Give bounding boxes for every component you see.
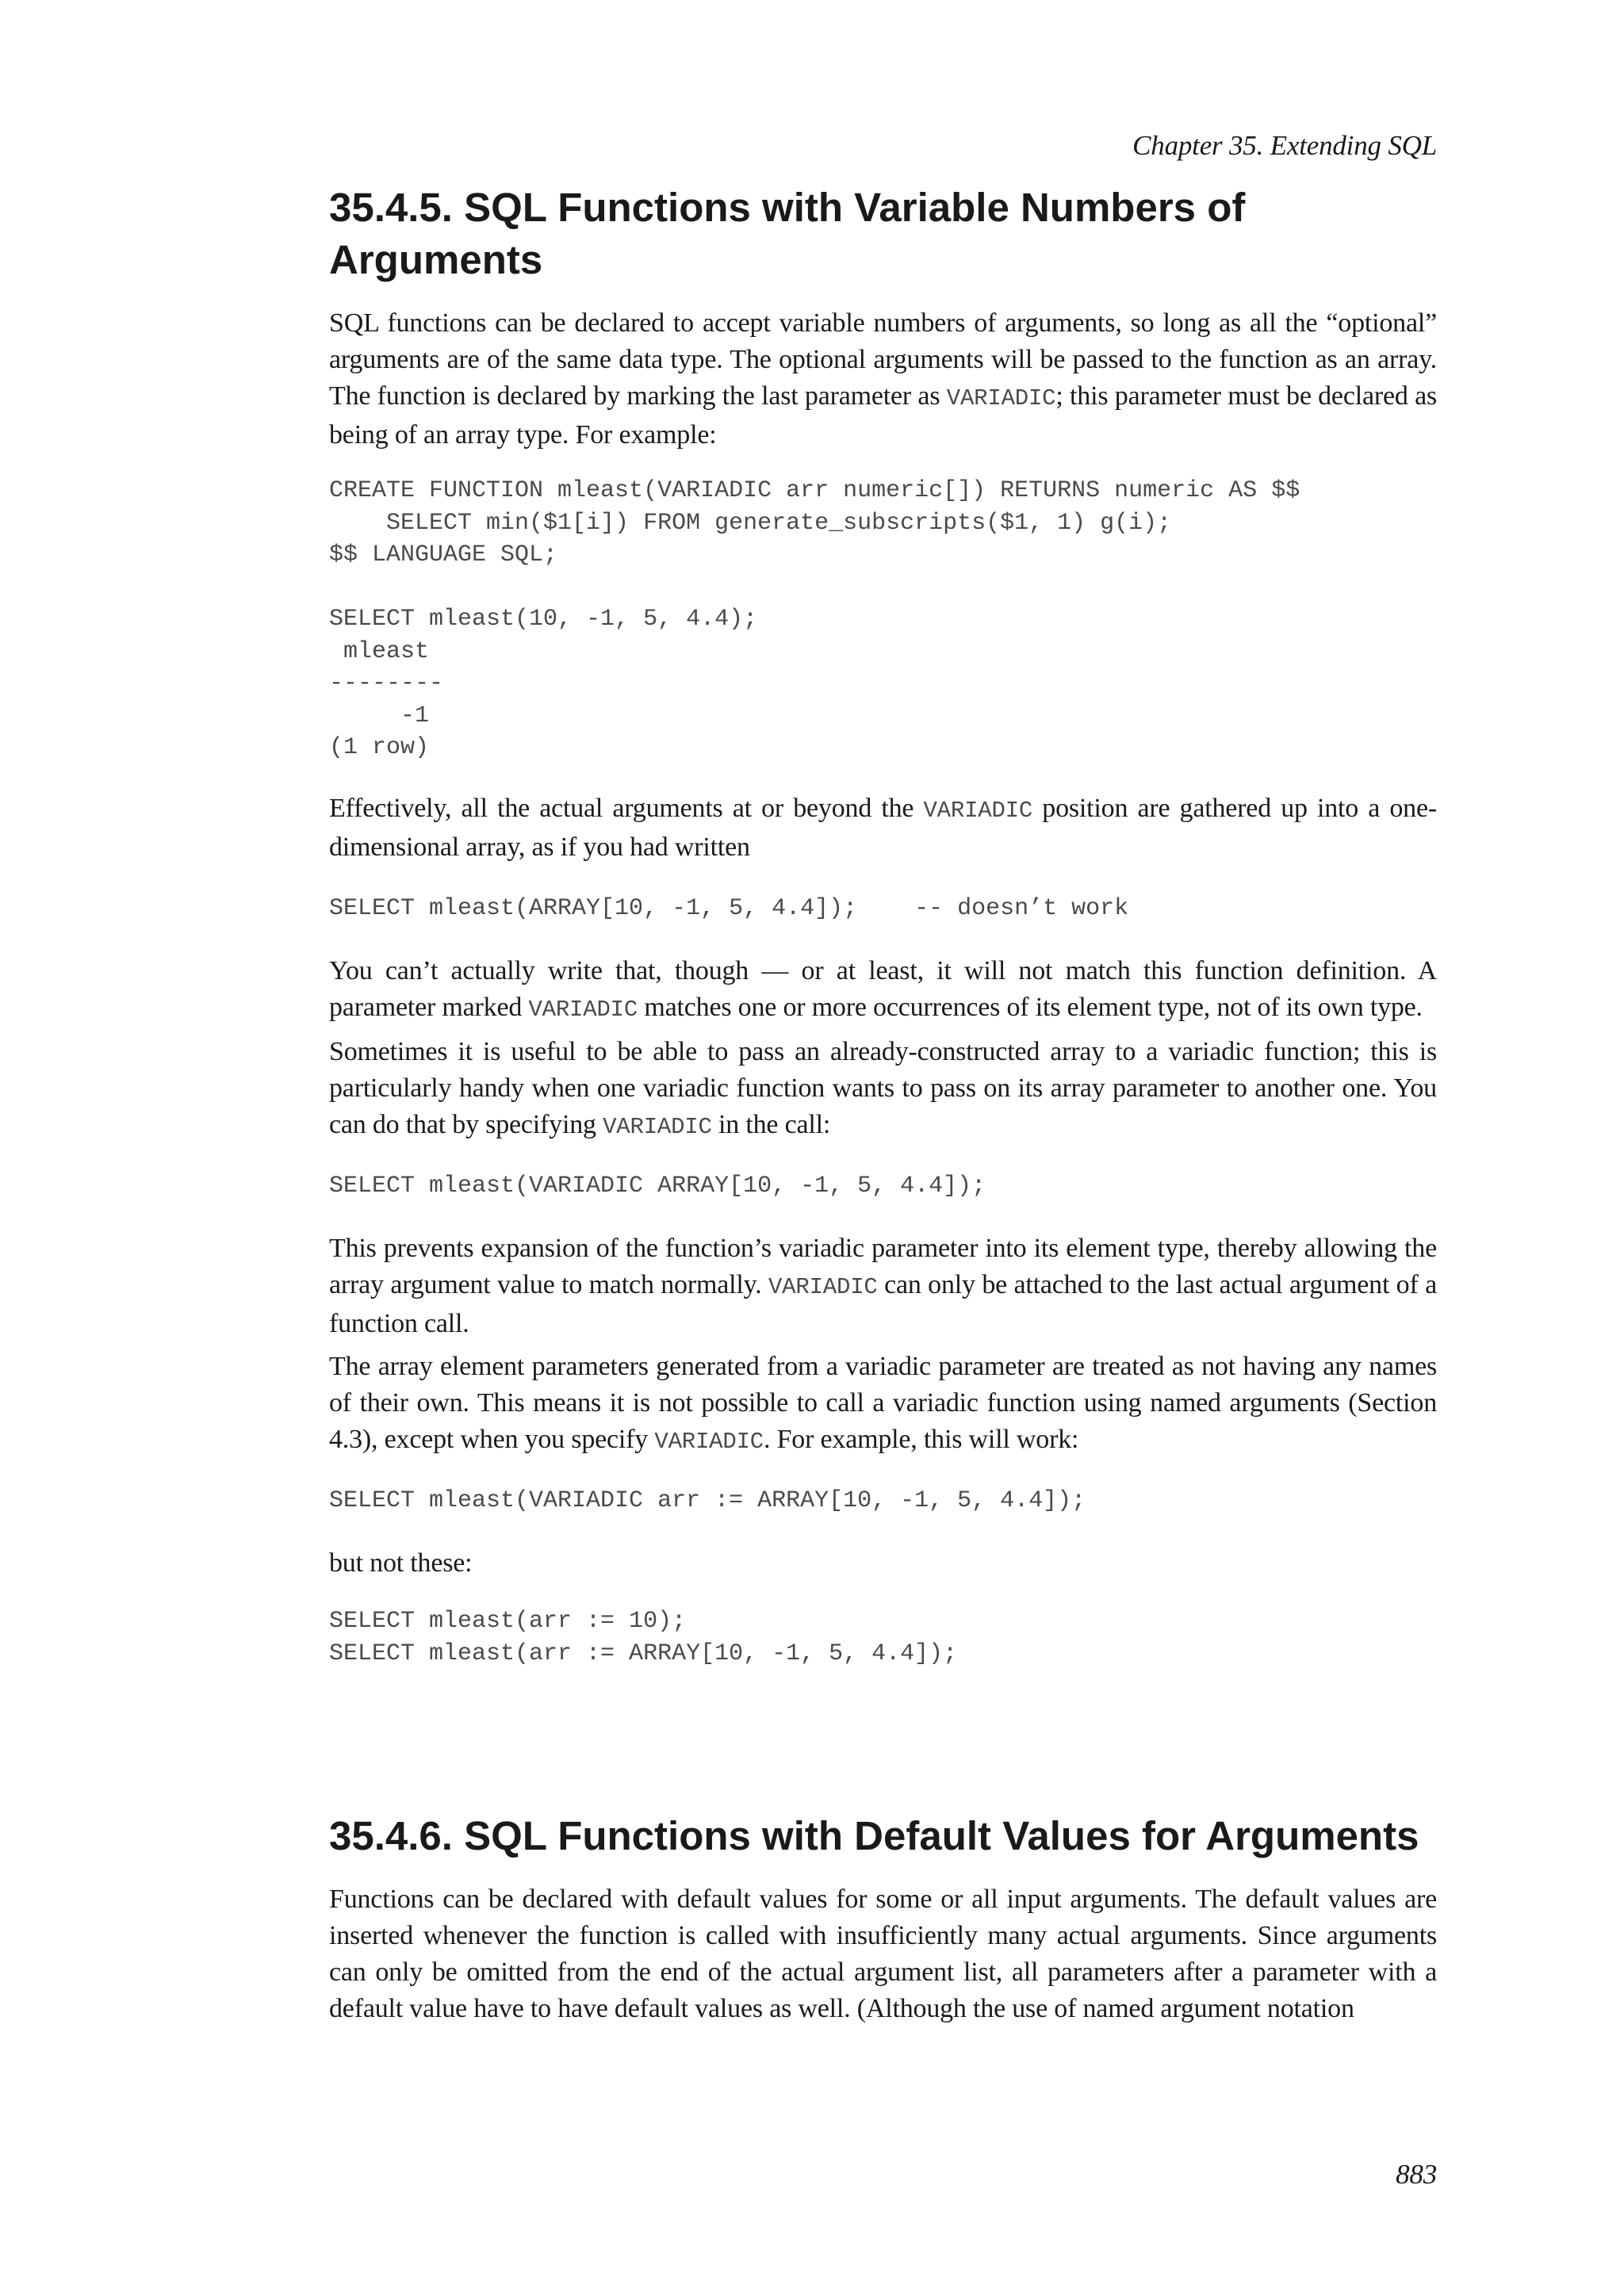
paragraph-cant-write: You can’t actually write that, though — or at least, it will not match this function definition. A parameter marked VARIADIC matches one or more occurrences of its element type, not of its own type. <box>329 956 1437 1023</box>
paragraph-named-arguments: The array element parameters generated from a variadic parameter are treated as not having any names of their own. This means it is not possible to call a variadic function using named arguments (Section 4.3), except when you specify VARIADIC. For example, this will work: <box>329 1352 1437 1455</box>
inline-code: VARIADIC <box>768 1274 878 1300</box>
code-block-variadic-call: SELECT mleast(VARIADIC ARRAY[10, -1, 5, 4.4]); <box>329 1173 986 1200</box>
inline-code: VARIADIC <box>654 1429 764 1455</box>
paragraph-effectively: Effectively, all the actual arguments at or beyond the VARIADIC position are gathered up into a one-dimensional array, as if you had written <box>329 794 1437 862</box>
code-block-array-call: SELECT mleast(ARRAY[10, -1, 5, 4.4]); -- doesn’t work <box>329 895 1129 922</box>
inline-code: VARIADIC <box>946 385 1056 411</box>
paragraph-intro: SQL functions can be declared to accept variable numbers of arguments, so long as all the “optional” arguments are of the same data type. The optional arguments will be passed to the function as an array. The function is declared by marking the last parameter as VARIADIC; this parameter must be declared as being of an array type. For example: <box>329 308 1437 450</box>
inline-code: VARIADIC <box>603 1114 712 1140</box>
running-header: Chapter 35. Extending SQL <box>1132 130 1437 161</box>
inline-code: VARIADIC <box>923 798 1033 824</box>
section-heading-variadic: 35.4.5. SQL Functions with Variable Numbers of Arguments <box>329 185 1246 282</box>
section-heading-defaults: 35.4.6. SQL Functions with Default Values for Arguments <box>329 1813 1419 1858</box>
inline-code: VARIADIC <box>528 997 638 1023</box>
paragraph-default-values: Functions can be declared with default values for some or all input arguments. The default values are inserted whenever the function is called with insufficiently many actual arguments. Since arguments can only be omitted from the end of the actual argument list, all parameters after a parameter with a default value have to have default values as well. (Although the use of named argument notation <box>329 1885 1437 2023</box>
page-number: 883 <box>1396 2159 1437 2190</box>
paragraph-pass-array: Sometimes it is useful to be able to pass an already-constructed array to a variadic function; this is particularly handy when one variadic function wants to pass on its array parameter to another one. You can do that by specifying VARIADIC in the call: <box>329 1037 1437 1140</box>
code-block-named-variadic: SELECT mleast(VARIADIC arr := ARRAY[10, -1, 5, 4.4]); <box>329 1487 1086 1514</box>
paragraph-not-these: but not these: <box>329 1548 473 1578</box>
code-block-create-function: CREATE FUNCTION mleast(VARIADIC arr numeric[]) RETURNS numeric AS $$ SELECT min($1[i]) FROM generate_subscripts($1, 1) g(i); $$ LANGUAGE SQL; SELECT mleast(10, -1, 5, 4.4); mleast -------- -1 (1 row) <box>329 477 1300 761</box>
paragraph-prevents-expansion: This prevents expansion of the function’s variadic parameter into its element type, thereby allowing the array argument value to match normally. VARIADIC can only be attached to the last actual argument of a function call. <box>329 1234 1437 1338</box>
code-block-invalid-calls: SELECT mleast(arr := 10); SELECT mleast(arr := ARRAY[10, -1, 5, 4.4]); <box>329 1608 958 1667</box>
